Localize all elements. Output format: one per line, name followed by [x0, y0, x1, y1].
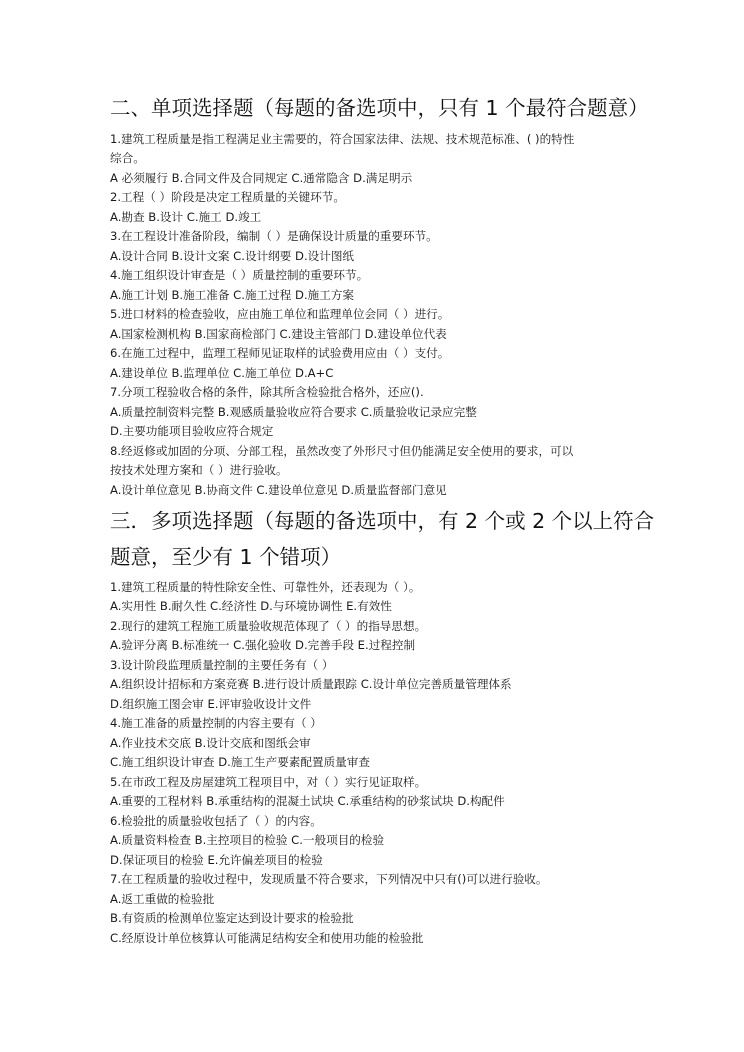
- text-line: 8.经返修或加固的分项、分部工程，虽然改变了外形尺寸但仍能满足安全使用的要求，可以: [110, 444, 574, 458]
- section-heading-multiple-choice: 三．多项选择题（每题的备选项中，有 2 个或 2 个以上符合: [110, 509, 655, 533]
- text-line: D.组织施工图会审 E.评审验收设计文件: [110, 697, 312, 711]
- text-line: 1.建筑工程质量的特性除安全性、可靠性外，还表现为（ ）。: [110, 580, 421, 594]
- text-line: A.设计单位意见 B.协商文件 C.建设单位意见 D.质量监督部门意见: [110, 483, 447, 497]
- text-line: A.质量控制资料完整 B.观感质量验收应符合要求 C.质量验收记录应完整: [110, 405, 477, 419]
- text-line: 2.工程（ ）阶段是决定工程质量的关键环节。: [110, 190, 346, 204]
- section-heading-single-choice: 二、单项选择题（每题的备选项中，只有 1 个最符合题意）: [110, 96, 649, 120]
- text-line: A.勘查 B.设计 C.施工 D.竣工: [110, 210, 262, 224]
- text-line: A.质量资料检查 B.主控项目的检验 C.一般项目的检验: [110, 833, 385, 847]
- text-line: 4.施工准备的质量控制的内容主要有（ ）: [110, 716, 322, 730]
- text-line: 按技术处理方案和（ ）进行验收。: [110, 463, 288, 477]
- text-line: 4.施工组织设计审查是（ ）质量控制的重要环节。: [110, 268, 369, 282]
- text-line: 6.在施工过程中，监理工程师见证取样的试验费用应由（ ）支付。: [110, 346, 450, 360]
- text-line: 7.在工程质量的验收过程中，发现质量不符合要求，下列情况中只有()可以进行验收。: [110, 872, 548, 886]
- text-line: 3.设计阶段监理质量控制的主要任务有（ ）: [110, 658, 334, 672]
- text-line: 5.在市政工程及房屋建筑工程项目中，对（ ）实行见证取样。: [110, 775, 427, 789]
- text-line: A.国家检测机构 B.国家商检部门 C.建设主管部门 D.建设单位代表: [110, 327, 447, 341]
- text-line: A.重要的工程材料 B.承重结构的混凝土试块 C.承重结构的砂浆试块 D.构配件: [110, 794, 505, 808]
- text-line: 3.在工程设计准备阶段，编制（ ）是确保设计质量的重要环节。: [110, 229, 438, 243]
- text-line: 6.检验批的质量验收包括了（ ）的内容。: [110, 814, 322, 828]
- text-line: 综合。: [110, 151, 145, 165]
- text-line: A.组织设计招标和方案竞赛 B.进行设计质量跟踪 C.设计单位完善质量管理体系: [110, 677, 512, 691]
- text-line: A.建设单位 B.监理单位 C.施工单位 D.A+C: [110, 366, 334, 380]
- text-line: D.保证项目的检验 E.允许偏差项目的检验: [110, 853, 323, 867]
- text-line: D.主要功能项目验收应符合规定: [110, 424, 274, 438]
- text-line: A 必须履行 B.合同文件及合同规定 C.通常隐含 D.满足明示: [110, 171, 413, 185]
- text-line: B.有资质的检测单位鉴定达到设计要求的检验批: [110, 911, 354, 925]
- section-heading-multiple-choice-cont: 题意，至少有 1 个错项）: [110, 545, 342, 569]
- text-line: A.施工计划 B.施工准备 C.施工过程 D.施工方案: [110, 288, 355, 302]
- text-line: 7.分项工程验收合格的条件，除其所含检验批合格外，还应().: [110, 385, 424, 399]
- text-line: C.施工组织设计审查 D.施工生产要素配置质量审查: [110, 755, 370, 769]
- text-line: A.返工重做的检验批: [110, 892, 215, 906]
- text-line: 2.现行的建筑工程施工质量验收规范体现了（ ）的指导思想。: [110, 619, 427, 633]
- text-line: 1.建筑工程质量是指工程满足业主需要的，符合国家法律、法规、技术规范标准、( )的特性: [110, 132, 575, 146]
- text-line: A.设计合同 B.设计文案 C.设计纲要 D.设计图纸: [110, 249, 355, 263]
- text-line: C.经原设计单位核算认可能满足结构安全和使用功能的检验批: [110, 931, 424, 945]
- text-line: A.实用性 B.耐久性 C.经济性 D.与环境协调性 E.有效性: [110, 599, 392, 613]
- text-line: A.验评分离 B.标准统一 C.强化验收 D.完善手段 E.过程控制: [110, 638, 416, 652]
- text-line: 5.进口材料的检查验收，应由施工单位和监理单位会同（ ）进行。: [110, 307, 450, 321]
- text-line: A.作业技术交底 B.设计交底和图纸会审: [110, 736, 311, 750]
